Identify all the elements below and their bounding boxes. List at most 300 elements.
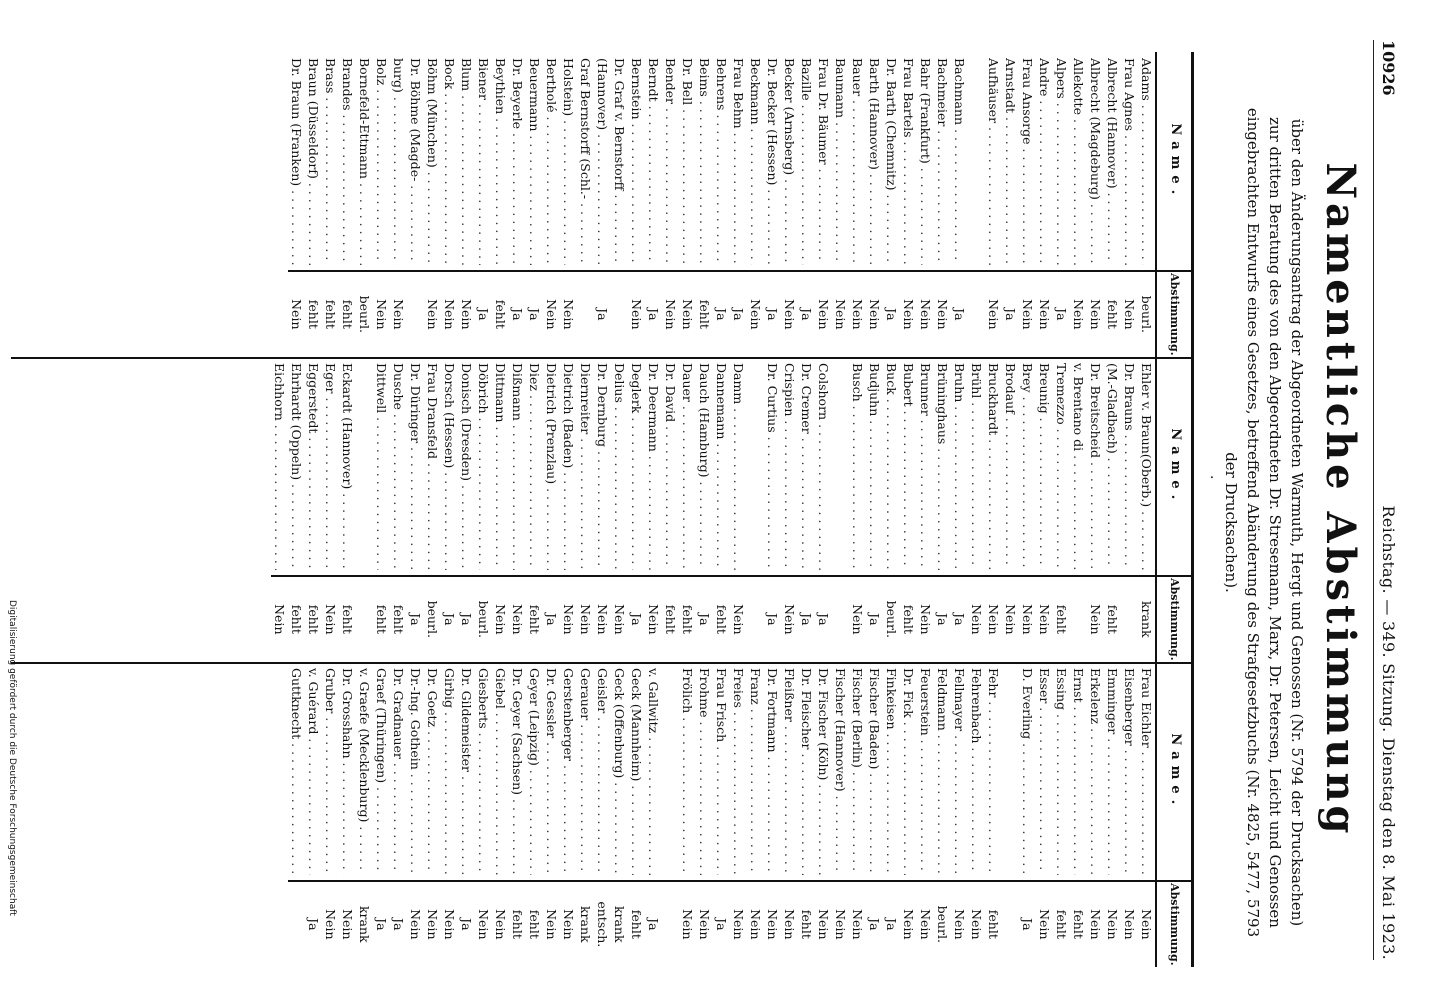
- member-name: Graf Bernstorff (Schl.- . . .: [577, 58, 594, 265]
- table-row: [951, 357, 968, 662]
- table-row: [288, 357, 305, 662]
- member-name: Giebel . . .: [492, 668, 509, 875]
- vote-value: Ja: [1019, 880, 1036, 967]
- table-row: [985, 357, 1002, 662]
- vote-value: krank: [1138, 575, 1155, 662]
- member-name: Dietrich (Baden) . . .: [560, 363, 577, 570]
- member-name: Dr. Bell . . .: [679, 58, 696, 265]
- table-row: [288, 52, 305, 357]
- vote-value: Ja: [730, 270, 747, 357]
- member-name: Dorsch (Hessen) . . .: [441, 363, 458, 570]
- member-name: Dietrich (Prenzlau) . . .: [543, 363, 560, 570]
- table-row: [662, 52, 679, 357]
- member-name: Bauer . . .: [849, 58, 866, 265]
- table-row: [560, 662, 577, 967]
- vote-value: Nein: [849, 270, 866, 357]
- table-row: [424, 662, 441, 967]
- member-name: Adams . . .: [1138, 58, 1155, 265]
- table-row: [1138, 52, 1155, 357]
- vote-value: beurl.: [356, 270, 373, 357]
- member-name: Albrecht (Hannover) . . .: [1104, 58, 1121, 265]
- table-row: [764, 357, 781, 662]
- member-name: Beuermann . . .: [526, 58, 543, 265]
- decorative-dot: ·: [1203, 475, 1219, 480]
- vote-value: Nein: [1104, 880, 1121, 967]
- vote-value: Nein: [441, 270, 458, 357]
- member-name: Dr. David . . .: [662, 363, 679, 570]
- table-row: [543, 357, 560, 662]
- table-row: [679, 357, 696, 662]
- table-row: [475, 357, 492, 662]
- vote-value: Nein: [1036, 270, 1053, 357]
- member-name: Donisch (Dresden) . . .: [458, 363, 475, 570]
- vote-value: beurl.: [934, 880, 951, 967]
- table-row: [441, 52, 458, 357]
- member-name: Brass . . .: [322, 58, 339, 265]
- table-row: [356, 52, 373, 357]
- member-name: Diernreiter . . .: [577, 363, 594, 570]
- table-column-1: [11, 52, 1191, 359]
- table-row: [373, 357, 390, 662]
- table-row: [713, 662, 730, 967]
- table-row: [1019, 52, 1036, 357]
- table-row: [1036, 357, 1053, 662]
- vote-value: Nein: [985, 575, 1002, 662]
- vote-value: fehlt: [1104, 270, 1121, 357]
- table-row: [1053, 357, 1070, 662]
- vote-value: Ja: [951, 575, 968, 662]
- member-name: v. Guérard . . .: [305, 668, 322, 875]
- vote-value: Ja: [373, 880, 390, 967]
- vote-value: Nein: [662, 270, 679, 357]
- member-name: Brunner . . .: [917, 363, 934, 570]
- member-name: Becker (Arnsberg) . . .: [781, 58, 798, 265]
- member-name: Arnstadt . . .: [1002, 58, 1019, 265]
- table-row: [815, 52, 832, 357]
- column-header: [1155, 357, 1191, 662]
- table-row: [781, 357, 798, 662]
- member-name: Dauer . . .: [679, 363, 696, 570]
- member-name: Dr. Deermann . . .: [645, 363, 662, 570]
- vote-value: Nein: [424, 270, 441, 357]
- table-row: [1070, 357, 1087, 662]
- table-row: [645, 662, 662, 967]
- table-row: [356, 357, 373, 662]
- vote-value: Nein: [1019, 575, 1036, 662]
- vote-value: entsch.: [594, 880, 611, 967]
- table-row: [339, 52, 356, 357]
- vote-value: Nein: [594, 575, 611, 662]
- member-name: Dusche . . .: [390, 363, 407, 570]
- member-name: Crispien . . .: [781, 363, 798, 570]
- table-row: [526, 52, 543, 357]
- table-row: [1053, 52, 1070, 357]
- vote-value: Nein: [1087, 880, 1104, 967]
- table-row: [645, 357, 662, 662]
- name-header: Name.: [1168, 123, 1183, 201]
- table-row: [339, 662, 356, 967]
- table-row: [322, 662, 339, 967]
- table-row: [1036, 662, 1053, 967]
- vote-value: [1121, 575, 1138, 662]
- member-name: Freies . . .: [730, 668, 747, 875]
- vote-value: Nein: [900, 880, 917, 967]
- member-name: Albrecht (Magdeburg) . . .: [1087, 58, 1104, 265]
- vote-value: fehlt: [526, 575, 543, 662]
- table-row: [781, 662, 798, 967]
- member-name: Guttknecht . . .: [288, 668, 305, 875]
- vote-value: Ja: [764, 575, 781, 662]
- vote-value: Nein: [390, 270, 407, 357]
- vote-value: Nein: [832, 880, 849, 967]
- vote-value: Ja: [883, 880, 900, 967]
- member-name: Eggerstedt . . .: [305, 363, 322, 570]
- vote-value: Ja: [458, 880, 475, 967]
- table-row: [390, 662, 407, 967]
- table-row: [1070, 662, 1087, 967]
- member-name: Fehr . . .: [985, 668, 1002, 875]
- member-name: Dr. Breitscheid . . .: [1087, 363, 1104, 570]
- table-row: [1002, 52, 1019, 357]
- table-row: [934, 662, 951, 967]
- member-name: Gerstenberger . . .: [560, 668, 577, 875]
- table-row: [509, 52, 526, 357]
- table-row: [1053, 662, 1070, 967]
- vote-value: Nein: [543, 270, 560, 357]
- table-row: [747, 52, 764, 357]
- table-row: [985, 662, 1002, 967]
- vote-value: [662, 880, 679, 967]
- vote-value: Nein: [968, 575, 985, 662]
- member-name: Tremezzo . . .: [1053, 363, 1070, 570]
- vote-value: fehlt: [1053, 880, 1070, 967]
- member-name: Behrens . . .: [713, 58, 730, 265]
- table-row: [713, 357, 730, 662]
- member-name: v. Brentano di . . .: [1070, 363, 1087, 570]
- table-row: [900, 357, 917, 662]
- vote-value: Nein: [679, 880, 696, 967]
- table-row: [883, 662, 900, 967]
- vote-value: Ja: [475, 270, 492, 357]
- table-row: [815, 357, 832, 662]
- table-row: [458, 52, 475, 357]
- vote-value: Nein: [373, 270, 390, 357]
- member-name: Beythien . . .: [492, 58, 509, 265]
- vote-value: Nein: [696, 880, 713, 967]
- member-name: Holstein) . . .: [560, 58, 577, 265]
- member-name: v. Graefe (Mecklenburg) . . .: [356, 668, 373, 875]
- member-name: Andre . . .: [1036, 58, 1053, 265]
- member-name: Eichhorn . . .: [271, 363, 288, 570]
- table-row: [917, 52, 934, 357]
- table-row: [798, 52, 815, 357]
- table-column-3: [11, 662, 1191, 967]
- vote-value: Nein: [645, 575, 662, 662]
- member-name: Breunig . . .: [1036, 363, 1053, 570]
- vote-value: Nein: [1036, 575, 1053, 662]
- vote-value: Ja: [594, 270, 611, 357]
- member-name: Dr. Beyerle . . .: [509, 58, 526, 265]
- vote-value: Ja: [407, 575, 424, 662]
- vote-value: Nein: [934, 270, 951, 357]
- vote-value: [1070, 575, 1087, 662]
- vote-value: Nein: [747, 270, 764, 357]
- member-name: Bender . . .: [662, 58, 679, 265]
- member-name: Fellmayer . . .: [951, 668, 968, 875]
- table-row: [713, 52, 730, 357]
- table-row: [764, 52, 781, 357]
- vote-value: beurl.: [1138, 270, 1155, 357]
- member-name: Dr. Fortmann . . .: [764, 668, 781, 875]
- table-row: [1036, 52, 1053, 357]
- vote-value: fehlt: [339, 575, 356, 662]
- vote-value: beurl.: [883, 575, 900, 662]
- member-name: Geck (Mannheim) . . .: [628, 668, 645, 875]
- vote-value: Nein: [458, 270, 475, 357]
- member-name: Bolz . . .: [373, 58, 390, 265]
- table-row: [305, 52, 322, 357]
- member-name: Dittmann . . .: [492, 363, 509, 570]
- table-row: [1138, 357, 1155, 662]
- member-name: (M.-Gladbach) . . .: [1104, 363, 1121, 570]
- table-row: [747, 357, 764, 662]
- member-name: Dr. Gildemeister . . .: [458, 668, 475, 875]
- table-row: [730, 52, 747, 357]
- member-name: Damm . . .: [730, 363, 747, 570]
- table-row: [696, 662, 713, 967]
- member-name: Dauch (Hamburg) . . .: [696, 363, 713, 570]
- vote-value: [747, 575, 764, 662]
- table-row: [866, 52, 883, 357]
- table-row: [1104, 357, 1121, 662]
- vote-value: Nein: [849, 575, 866, 662]
- vote-value: krank: [611, 880, 628, 967]
- vote-value: krank: [577, 880, 594, 967]
- vote-value: Ja: [645, 270, 662, 357]
- vote-value: Nein: [747, 880, 764, 967]
- member-name: Dr. Fick . . .: [900, 668, 917, 875]
- vote-value: fehlt: [1104, 575, 1121, 662]
- member-name: Bahr (Frankfurt) . . .: [917, 58, 934, 265]
- member-name: Dr. Düringer . . .: [407, 363, 424, 570]
- table-row: [968, 52, 985, 357]
- table-row: [679, 662, 696, 967]
- table-row: [373, 52, 390, 357]
- table-column-2: [11, 357, 1191, 664]
- member-name: Frölich . . .: [679, 668, 696, 875]
- table-row: [730, 357, 747, 662]
- vote-header: Abstimmung.: [1157, 575, 1191, 662]
- member-name: Brüninghaus . . .: [934, 363, 951, 570]
- table-row: [832, 52, 849, 357]
- table-row: [543, 52, 560, 357]
- member-name: Beims . . .: [696, 58, 713, 265]
- table-row: [492, 662, 509, 967]
- header-rule: [1373, 40, 1374, 960]
- table-row: [560, 52, 577, 357]
- vote-value: Ja: [543, 575, 560, 662]
- vote-value: Nein: [1070, 270, 1087, 357]
- table-row: [832, 662, 849, 967]
- table-row: [951, 52, 968, 357]
- vote-value: [288, 880, 305, 967]
- table-row: [815, 662, 832, 967]
- member-name: Dißmann . . .: [509, 363, 526, 570]
- table-row: [747, 662, 764, 967]
- vote-value: Nein: [271, 575, 288, 662]
- vote-value: Ja: [509, 270, 526, 357]
- vote-value: Nein: [781, 575, 798, 662]
- vote-value: Ja: [713, 880, 730, 967]
- vote-value: Ja: [1002, 270, 1019, 357]
- vote-value: Nein: [628, 270, 645, 357]
- table-row: [696, 52, 713, 357]
- vote-value: [832, 575, 849, 662]
- table-row: [611, 52, 628, 357]
- vote-value: Nein: [1036, 880, 1053, 967]
- member-name: Ernst . . .: [1070, 668, 1087, 875]
- member-name: Allekotte . . .: [1070, 58, 1087, 265]
- member-name: Alpers . . .: [1053, 58, 1070, 265]
- vote-value: fehlt: [509, 880, 526, 967]
- table-row: [798, 662, 815, 967]
- vote-value: Nein: [781, 880, 798, 967]
- vote-value: Nein: [543, 880, 560, 967]
- vote-value: krank: [356, 880, 373, 967]
- table-row: [475, 662, 492, 967]
- member-name: Eckardt (Hannover) . . .: [339, 363, 356, 570]
- member-name: Fischer (Hannover) . . .: [832, 668, 849, 875]
- member-name: Bazille . . .: [798, 58, 815, 265]
- table-row: [934, 357, 951, 662]
- member-name: Dr. Fleischer . . .: [798, 668, 815, 875]
- member-name: Girbig . . .: [441, 668, 458, 875]
- member-name: Dr. Fischer (Köln) . . .: [815, 668, 832, 875]
- member-name: Barth (Hannover) . . .: [866, 58, 883, 265]
- vote-value: Nein: [1019, 270, 1036, 357]
- member-name: Dr. Curtius . . .: [764, 363, 781, 570]
- table-row: [322, 357, 339, 662]
- vote-value: Ja: [934, 575, 951, 662]
- member-name: Dr. Geyer (Sachsen) . . .: [509, 668, 526, 875]
- table-row: [900, 52, 917, 357]
- member-name: Graef (Thüringen) . . .: [373, 668, 390, 875]
- member-name: Böhm (München) . . .: [424, 58, 441, 265]
- vote-value: Ja: [1053, 270, 1070, 357]
- vote-value: fehlt: [492, 270, 509, 357]
- vote-value: fehlt: [628, 880, 645, 967]
- table-row: [594, 662, 611, 967]
- vote-value: Nein: [560, 575, 577, 662]
- vote-value: Nein: [322, 575, 339, 662]
- member-name: Frohme . . .: [696, 668, 713, 875]
- vote-value: fehlt: [1053, 575, 1070, 662]
- table-row: [322, 52, 339, 357]
- member-name: Geisler . . .: [594, 668, 611, 875]
- vote-value: Nein: [917, 880, 934, 967]
- vote-value: Nein: [866, 270, 883, 357]
- vote-value: Ja: [441, 575, 458, 662]
- vote-value: fehlt: [1070, 880, 1087, 967]
- table-row: [577, 662, 594, 967]
- member-name: Frau Behm . . .: [730, 58, 747, 265]
- member-name: Bertholé . . .: [543, 58, 560, 265]
- vote-value: fehlt: [679, 575, 696, 662]
- table-row: [628, 52, 645, 357]
- vote-value: Ja: [696, 575, 713, 662]
- vote-value: fehlt: [322, 270, 339, 357]
- member-name: Gruber . . .: [322, 668, 339, 875]
- member-name: Dr. Becker (Hessen) . . .: [764, 58, 781, 265]
- vote-value: fehlt: [339, 270, 356, 357]
- table-row: [849, 357, 866, 662]
- vote-value: Ja: [866, 575, 883, 662]
- table-row: [407, 357, 424, 662]
- table-row: [883, 357, 900, 662]
- page-title: Namentliche Abstimmung: [1317, 162, 1364, 838]
- vote-value: Ja: [951, 270, 968, 357]
- member-name: (Hannover) . . .: [594, 58, 611, 265]
- vote-value: fehlt: [373, 575, 390, 662]
- vote-value: Nein: [560, 270, 577, 357]
- vote-value: Nein: [781, 270, 798, 357]
- vote-value: Ja: [815, 575, 832, 662]
- table-row: [594, 357, 611, 662]
- table-row: [951, 662, 968, 967]
- table-row: [526, 662, 543, 967]
- member-name: Dr. Grosshahn . . .: [339, 668, 356, 875]
- member-name: Geck (Offenburg) . . .: [611, 668, 628, 875]
- member-name: Frau Dransfeld . . .: [424, 363, 441, 570]
- vote-value: Ja: [866, 880, 883, 967]
- member-name: Dr. Barth (Chemnitz) . . .: [883, 58, 900, 265]
- vote-value: Nein: [1121, 270, 1138, 357]
- table-row: [577, 357, 594, 662]
- member-name: Blum . . .: [458, 58, 475, 265]
- table-row: [849, 662, 866, 967]
- vote-value: Nein: [764, 880, 781, 967]
- vote-value: Ja: [764, 270, 781, 357]
- table-row: [798, 357, 815, 662]
- vote-value: Nein: [1002, 575, 1019, 662]
- vote-value: Ja: [798, 270, 815, 357]
- vote-value: Ja: [526, 270, 543, 357]
- member-name: Brandes . . .: [339, 58, 356, 265]
- vote-value: Ja: [458, 575, 475, 662]
- vote-value: Nein: [611, 575, 628, 662]
- vote-table: [11, 52, 1194, 967]
- vote-value: fehlt: [662, 575, 679, 662]
- column-header: [1155, 662, 1191, 967]
- table-row: [526, 357, 543, 662]
- vote-value: fehlt: [305, 575, 322, 662]
- vote-value: fehlt: [900, 575, 917, 662]
- vote-value: fehlt: [526, 880, 543, 967]
- vote-value: Nein: [1138, 880, 1155, 967]
- table-row: [458, 662, 475, 967]
- vote-value: Nein: [730, 880, 747, 967]
- member-name: Frau Agnes . . .: [1121, 58, 1138, 265]
- vote-value: fehlt: [696, 270, 713, 357]
- vote-value: [356, 575, 373, 662]
- table-row: [679, 52, 696, 357]
- member-name: Dr. Cremer . . .: [798, 363, 815, 570]
- table-row: [560, 357, 577, 662]
- member-name: Feuerstein . . .: [917, 668, 934, 875]
- table-row: [424, 357, 441, 662]
- member-name: Fehrenbach . . .: [968, 668, 985, 875]
- table-row: [696, 357, 713, 662]
